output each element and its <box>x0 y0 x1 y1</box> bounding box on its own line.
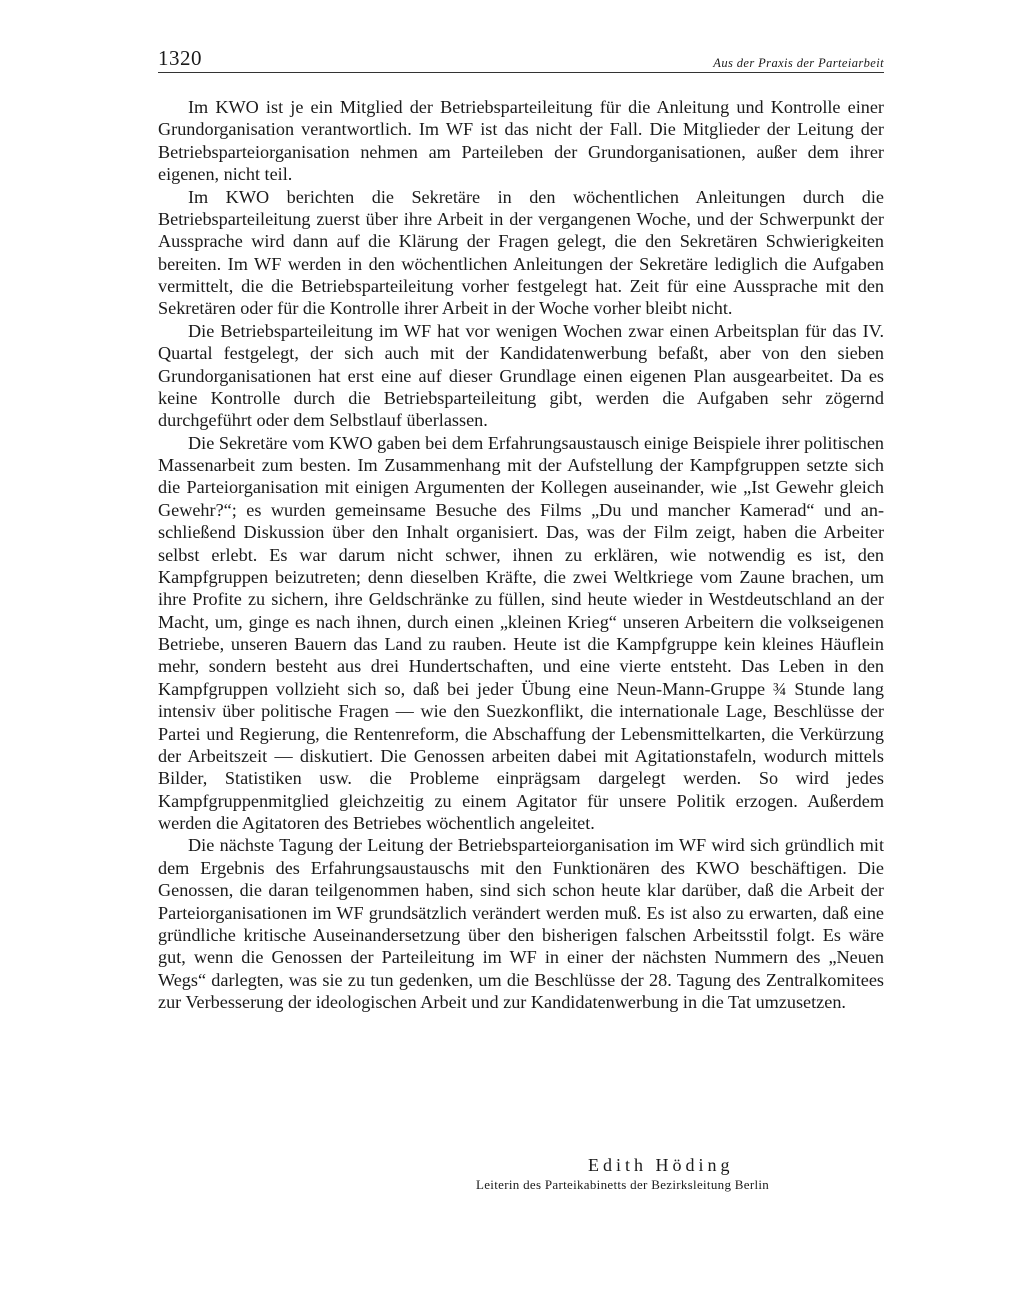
paragraph: Im KWO ist je ein Mitglied der Betriebsparteileitung für die Anleitung und Kontrolle einer Grundorganisation verantwortlich. Im WF ist das nicht der Fall. Die Mitglieder der Leitung der Betriebsparteiorganisation nehmen am Parteileben der Grundorganisationen, außer dem ihrer eigenen, nicht teil. <box>158 97 884 185</box>
paragraph: Die Betriebsparteileitung im WF hat vor wenigen Wochen zwar einen Arbeitsplan für das IV. Quartal festgelegt, der sich auch mit der Kandidatenwerbung befaßt, aber von den sieben Grundorganisationen hat erst eine auf dieser Grundlage einen eigenen Plan ausgearbeitet. Da es keine Kontrolle durch die Betriebsparteileitung gibt, werden die Aufgaben sehr zögernd durchgeführt oder dem Selbstlauf überlassen. <box>158 320 884 431</box>
paragraph: Die nächste Tagung der Leitung der Betriebsparteiorganisation im WF wird sich gründlich mit dem Ergebnis des Erfahrungsaustauschs mit den Funktionären des KWO beschäftigen. Die Genossen, die daran teilgenommen haben, sind sich schon heute klar darüber, daß die Arbeit der Parteiorganisationen im WF grundsätzlich verändert werden muß. Es ist also zu erwarten, daß eine gründliche kritische Auseinandersetzung über den bisherigen falschen Arbeitsstil folgt. Es wäre gut, wenn die Genossen der Parteileitung im WF in einer der nächsten Nummern des „Neuen Wegs“ darlegten, was sie zu tun gedenken, um die Beschlüsse der 28. Tagung des Zentralkomitees zur Verbesserung der ideologischen Arbeit und zur Kandidatenwerbung in die Tat umzusetzen. <box>158 835 884 1012</box>
paragraph: Die Sekretäre vom KWO gaben bei dem Erfahrungsaustausch einige Beispiele ihrer politischen Massenarbeit zum besten. Im Zusammenhang mit der Aufstellung der Kampfgruppen setzte sich die Parteiorganisation mit einigen Argumenten der Kollegen auseinander, wie „Ist Gewehr gleich Gewehr?“; es wurden gemeinsame Besuche des Films „Du und mancher Kamerad“ und anschließend Diskussion über den Inhalt organisiert. Das, was der Film zeigt, haben die Arbeiter selbst erlebt. Es war darum nicht schwer, ihnen zu erklären, wie notwendig es ist, den Kampfgruppen beizutreten; denn dieselben Kräfte, die zwei Weltkriege vom Zaune brachen, um ihre Profite zu sichern, ihre Geldschränke zu füllen, sind heute wieder in Westdeutschland an der Macht, um, ginge es nach ihnen, durch einen „kleinen Krieg“ unseren Arbeitern die volkseigenen Betriebe, unseren Bauern das Land zu rauben. Heute ist die Kampfgruppe kein kleines Häuflein mehr, sondern besteht aus drei Hundertschaften, und eine vierte entsteht. Das Leben in den Kampfgruppen vollzieht sich so, daß bei jeder Übung eine Neun-Mann-Gruppe ¾ Stunde lang intensiv über politische Fragen — wie den Suezkonflikt, die internationale Lage, Beschlüsse der Partei und Regierung, die Rentenreform, die Abschaffung der Lebensmittelkarten, die Verkürzung der Arbeitszeit — diskutiert. Die Genossen arbeiten dabei mit Agitationstafeln, wodurch mittels Bilder, Statistiken usw. die Probleme einprägsam dargelegt werden. So wird jedes Kampfgruppenmitglied gleichzeitig zu einem Agitator für unsere Politik erzogen. Außerdem werden die Agitatoren des Betriebes wöchentlich angeleitet. <box>158 432 884 833</box>
page-header <box>158 44 884 73</box>
running-head: Aus der Praxis der Parteiarbeit <box>713 56 884 70</box>
author-affiliation: Leiterin des Parteikabinetts der Bezirksleitung Berlin <box>476 1177 770 1192</box>
author-signature: Edith Höding <box>588 1155 734 1175</box>
article-body <box>158 96 884 1013</box>
paragraph: Im KWO berichten die Sekretäre in den wöchentlichen Anleitungen durch die Betriebsparteileitung zuerst über ihre Arbeit in der vergangenen Woche, und der Schwerpunkt der Aussprache wird dann auf die Klärung der Fragen gelegt, die den Sekretären Schwierigkeiten bereiten. Im WF werden in den wöchentlichen Anleitungen der Sekretäre lediglich die Aufgaben vermittelt, die die Betriebsparteileitung vorher festgelegt hat. Zeit für eine Aussprache mit den Sekretären oder für die Kontrolle ihrer Arbeit in der Woche vorher bleibt nicht. <box>158 186 884 319</box>
page-number: 1320 <box>158 46 202 70</box>
